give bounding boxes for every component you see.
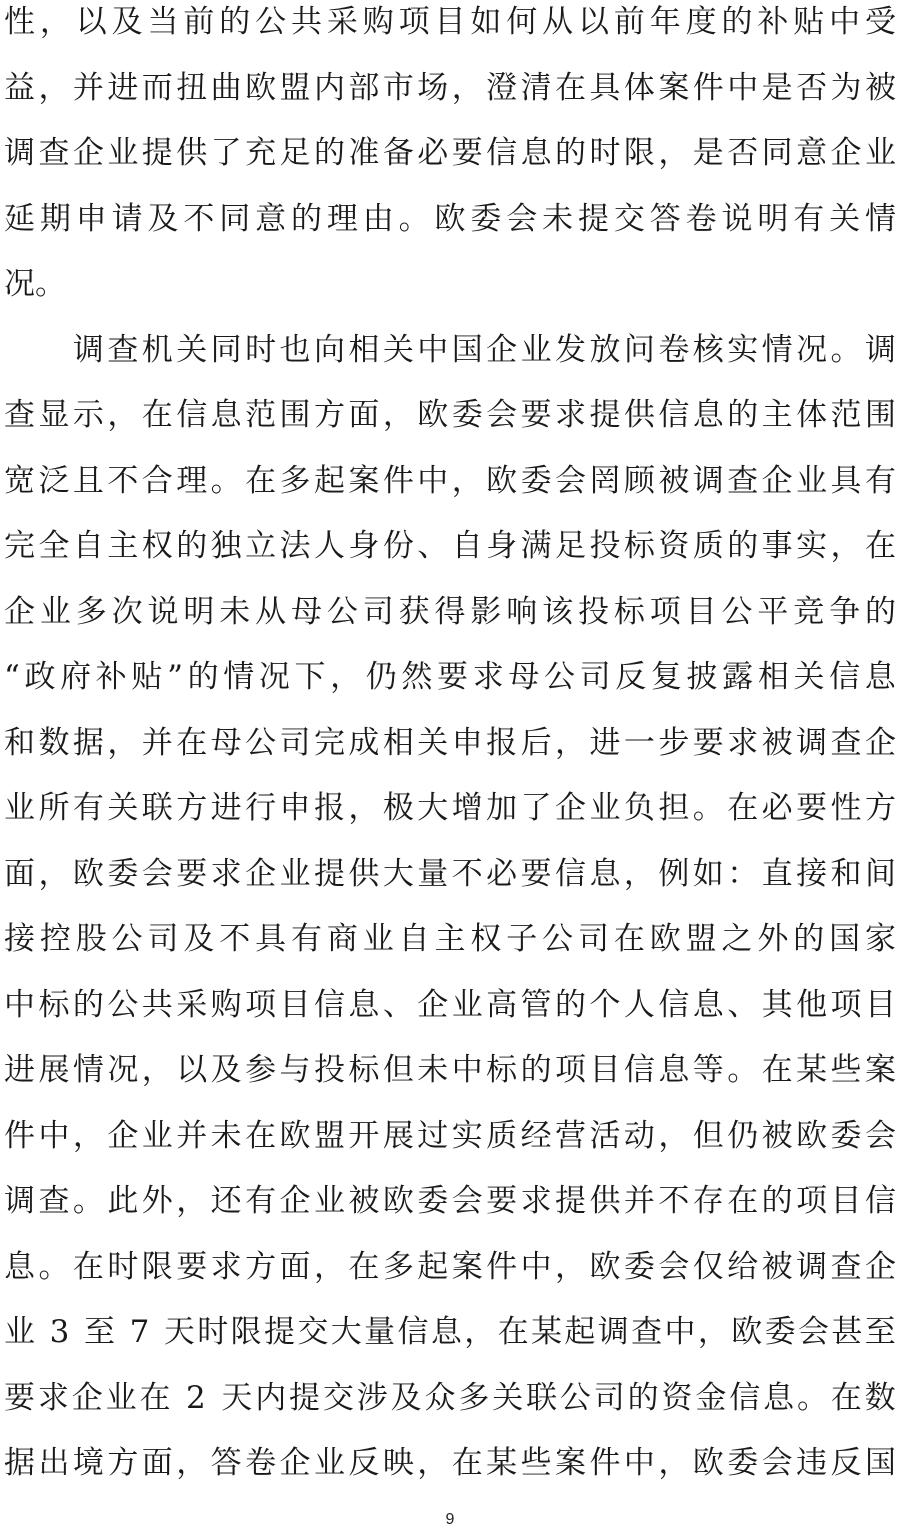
text-line: 益 ， 并 进 而 扭 曲 欧 盟 内 部 市 场 ， 澄 清 在 具 体 案 件 中 是 否 为 被 — [4, 69, 896, 106]
text-line: 企 业 多 次 说 明 未 从 母 公 司 获 得 影 响 该 投 标 项 目 公 平 竞 争 的 — [4, 593, 896, 630]
text-line: 业 3 至 7 天 时 限 提 交 大 量 信 息 ， 在 某 起 调 查 中 ， 欧 委 会 甚 至 — [4, 1314, 896, 1350]
text-line: 要 求 企 业 在 2 天 内 提 交 涉 及 众 多 关 联 公 司 的 资 金 信 息 。 在 数 — [4, 1379, 896, 1416]
text-line: 件 中 ， 企 业 并 未 在 欧 盟 开 展 过 实 质 经 营 活 动 ， 但 仍 被 欧 委 会 — [4, 1117, 896, 1154]
text-line: 据 出 境 方 面 ， 答 卷 企 业 反 映 ， 在 某 些 案 件 中 ， 欧 委 会 违 反 国 — [4, 1445, 896, 1481]
text-line: 和 数 据 ， 并 在 母 公 司 完 成 相 关 申 报 后 ， 进 一 步 要 求 被 调 查 企 — [4, 724, 896, 761]
text-line: 面 ， 欧 委 会 要 求 企 业 提 供 大 量 不 必 要 信 息 ， 例 如 ： 直 接 和 间 — [4, 855, 896, 892]
text-line: 调 查 。 此 外 ， 还 有 企 业 被 欧 委 会 要 求 提 供 并 不 存 在 的 项 目 信 — [4, 1183, 896, 1219]
text-line: 性 ， 以 及 当 前 的 公 共 采 购 项 目 如 何 从 以 前 年 度 的 补 贴 中 受 — [4, 4, 896, 40]
text-line: 宽 泛 且 不 合 理 。 在 多 起 案 件 中 ， 欧 委 会 罔 顾 被 调 查 企 业 具 有 — [4, 462, 896, 499]
text-line: 完 全 自 主 权 的 独 立 法 人 身 份 、 自 身 满 足 投 标 资 质 的 事 实 ， 在 — [4, 528, 896, 564]
text-line: 况 。 — [4, 266, 66, 302]
text-line: “ 政 府 补 贴 ” 的 情 况 下 ， 仍 然 要 求 母 公 司 反 复 披 露 相 关 信 息 — [4, 659, 896, 695]
text-line: 查 显 示 ， 在 信 息 范 围 方 面 ， 欧 委 会 要 求 提 供 信 息 的 主 体 范 围 — [4, 397, 896, 433]
text-line: 息 。 在 时 限 要 求 方 面 ， 在 多 起 案 件 中 ， 欧 委 会 仅 给 被 调 查 企 — [4, 1248, 896, 1285]
text-line: 调 查 机 关 同 时 也 向 相 关 中 国 企 业 发 放 问 卷 核 实 情 况 。 调 — [72, 331, 896, 368]
page-number: 9 — [445, 1511, 455, 1528]
text-line: 进 展 情 况 ， 以 及 参 与 投 标 但 未 中 标 的 项 目 信 息 等 。 在 某 些 案 — [4, 1052, 896, 1088]
text-line: 调 查 企 业 提 供 了 充 足 的 准 备 必 要 信 息 的 时 限 ， 是 否 同 意 企 业 — [4, 135, 896, 171]
text-line: 延 期 申 请 及 不 同 意 的 理 由 。 欧 委 会 未 提 交 答 卷 说 明 有 关 情 — [4, 200, 896, 237]
text-line: 接 控 股 公 司 及 不 具 有 商 业 自 主 权 子 公 司 在 欧 盟 之 外 的 国 家 — [4, 921, 896, 957]
text-line: 中 标 的 公 共 采 购 项 目 信 息 、 企 业 高 管 的 个 人 信 息 、 其 他 项 目 — [4, 986, 896, 1023]
text-line: 业 所 有 关 联 方 进 行 申 报 ， 极 大 增 加 了 企 业 负 担 。 在 必 要 性 方 — [4, 790, 896, 826]
